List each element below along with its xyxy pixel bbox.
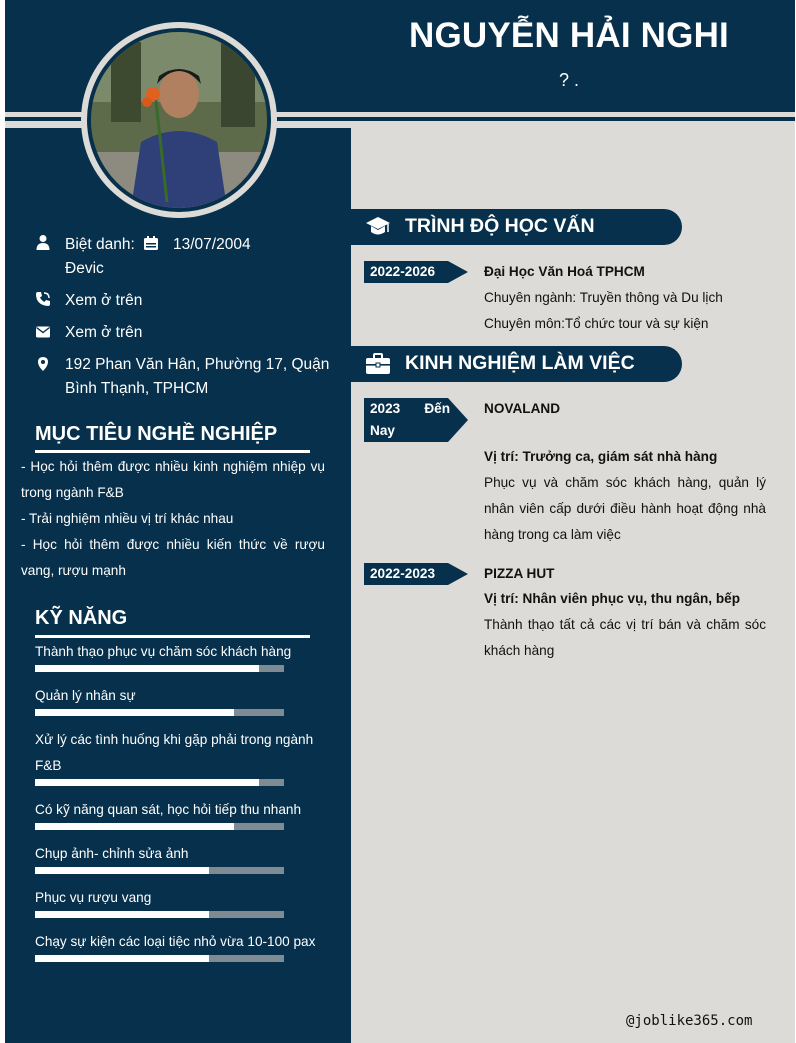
calendar-icon (143, 235, 159, 251)
skill-bar-fill (35, 665, 259, 672)
experience-title: KINH NGHIỆM LÀM VIỆC (405, 352, 635, 374)
envelope-icon (35, 324, 51, 340)
skill-bar-fill (35, 911, 209, 918)
job-position: Vị trí: Nhân viên phục vụ, thu ngân, bếp (484, 591, 741, 606)
nickname-value: Đevic (65, 260, 104, 277)
nickname-label: Biệt danh: (65, 236, 135, 253)
address-line-2: Bình Thạnh, TPHCM (65, 380, 209, 397)
avatar (91, 32, 267, 208)
objective-underline (35, 450, 310, 453)
address-line-1: 192 Phan Văn Hân, Phường 17, Quận (65, 356, 330, 373)
graduation-cap-icon (365, 214, 391, 240)
skill-bar-fill (35, 955, 209, 962)
skill-bar (35, 955, 284, 962)
skill-bar (35, 823, 284, 830)
skill-bar (35, 665, 284, 672)
email-value: Xem ở trên (65, 324, 143, 341)
job-position: Vị trí: Trưởng ca, giám sát nhà hàng (484, 449, 718, 464)
objective-line: - Học hỏi thêm được nhiều kinh nghiệm nhiệp vụ trong ngành F&B (21, 459, 325, 500)
skill-label: Thành thạo phục vụ chăm sóc khách hàng (35, 644, 292, 659)
objective-line: - Trải nghiệm nhiều vị trí khác nhau (21, 511, 234, 526)
education-major: Chuyên ngành: Truyền thông và Du lịch (484, 290, 723, 305)
skills-underline (35, 635, 310, 638)
skill-bar (35, 779, 284, 786)
skill-label: Chạy sự kiện các loại tiệc nhỏ vừa 10-100 pax (35, 934, 316, 949)
education-date: 2022-2026 (370, 264, 436, 279)
job-description: Phục vụ và chăm sóc khách hàng, quản lý nhân viên cấp dưới điều hành hoạt động nhà hàng trong ca làm việc (484, 475, 766, 542)
job-date: 2023 Đến Nay (370, 401, 450, 438)
briefcase-icon (365, 351, 391, 377)
phone-value: Xem ở trên (65, 292, 143, 309)
candidate-title: ? . (558, 70, 579, 90)
skill-bar (35, 911, 284, 918)
skill-label: Xử lý các tình huống khi gặp phải trong ngành F&B (35, 732, 314, 773)
skill-bar-fill (35, 709, 234, 716)
objective-title: MỤC TIÊU NGHỀ NGHIỆP (35, 423, 278, 445)
birthday: 13/07/2004 (173, 236, 251, 253)
skill-bar (35, 867, 284, 874)
skill-label: Phục vụ rượu vang (35, 890, 152, 905)
map-pin-icon (35, 356, 51, 372)
education-school: Đại Học Văn Hoá TPHCM (484, 264, 645, 279)
objective-line: - Học hỏi thêm được nhiều kiến thức về rượu vang, rượu mạnh (21, 537, 325, 578)
job-date: 2022-2023 (370, 566, 436, 581)
education-heading (351, 209, 682, 245)
skill-label: Quản lý nhân sự (35, 688, 136, 703)
objective-text (21, 454, 325, 584)
education-specialty: Chuyên môn:Tổ chức tour và sự kiện (484, 316, 709, 331)
skill-bar-fill (35, 779, 259, 786)
resume-page (5, 0, 795, 1043)
skill-label: Có kỹ năng quan sát, học hỏi tiếp thu nhanh (35, 802, 302, 817)
skills-title: KỸ NĂNG (35, 607, 128, 629)
skill-bar (35, 709, 284, 716)
skill-bar-fill (35, 867, 209, 874)
job-description: Thành thạo tất cả các vị trí bán và chăm sóc khách hàng (484, 617, 766, 658)
job-company: NOVALAND (484, 401, 561, 416)
phone-icon (35, 291, 51, 307)
skill-label: Chụp ảnh- chỉnh sửa ảnh (35, 846, 189, 861)
job-company: PIZZA HUT (484, 566, 555, 581)
skill-bar-fill (35, 823, 234, 830)
experience-heading (351, 346, 682, 382)
candidate-name: NGUYỄN HẢI NGHI (409, 16, 729, 55)
user-icon (35, 234, 51, 250)
education-title: TRÌNH ĐỘ HỌC VẤN (405, 215, 595, 237)
site-watermark: @joblike365.com (626, 1013, 753, 1029)
